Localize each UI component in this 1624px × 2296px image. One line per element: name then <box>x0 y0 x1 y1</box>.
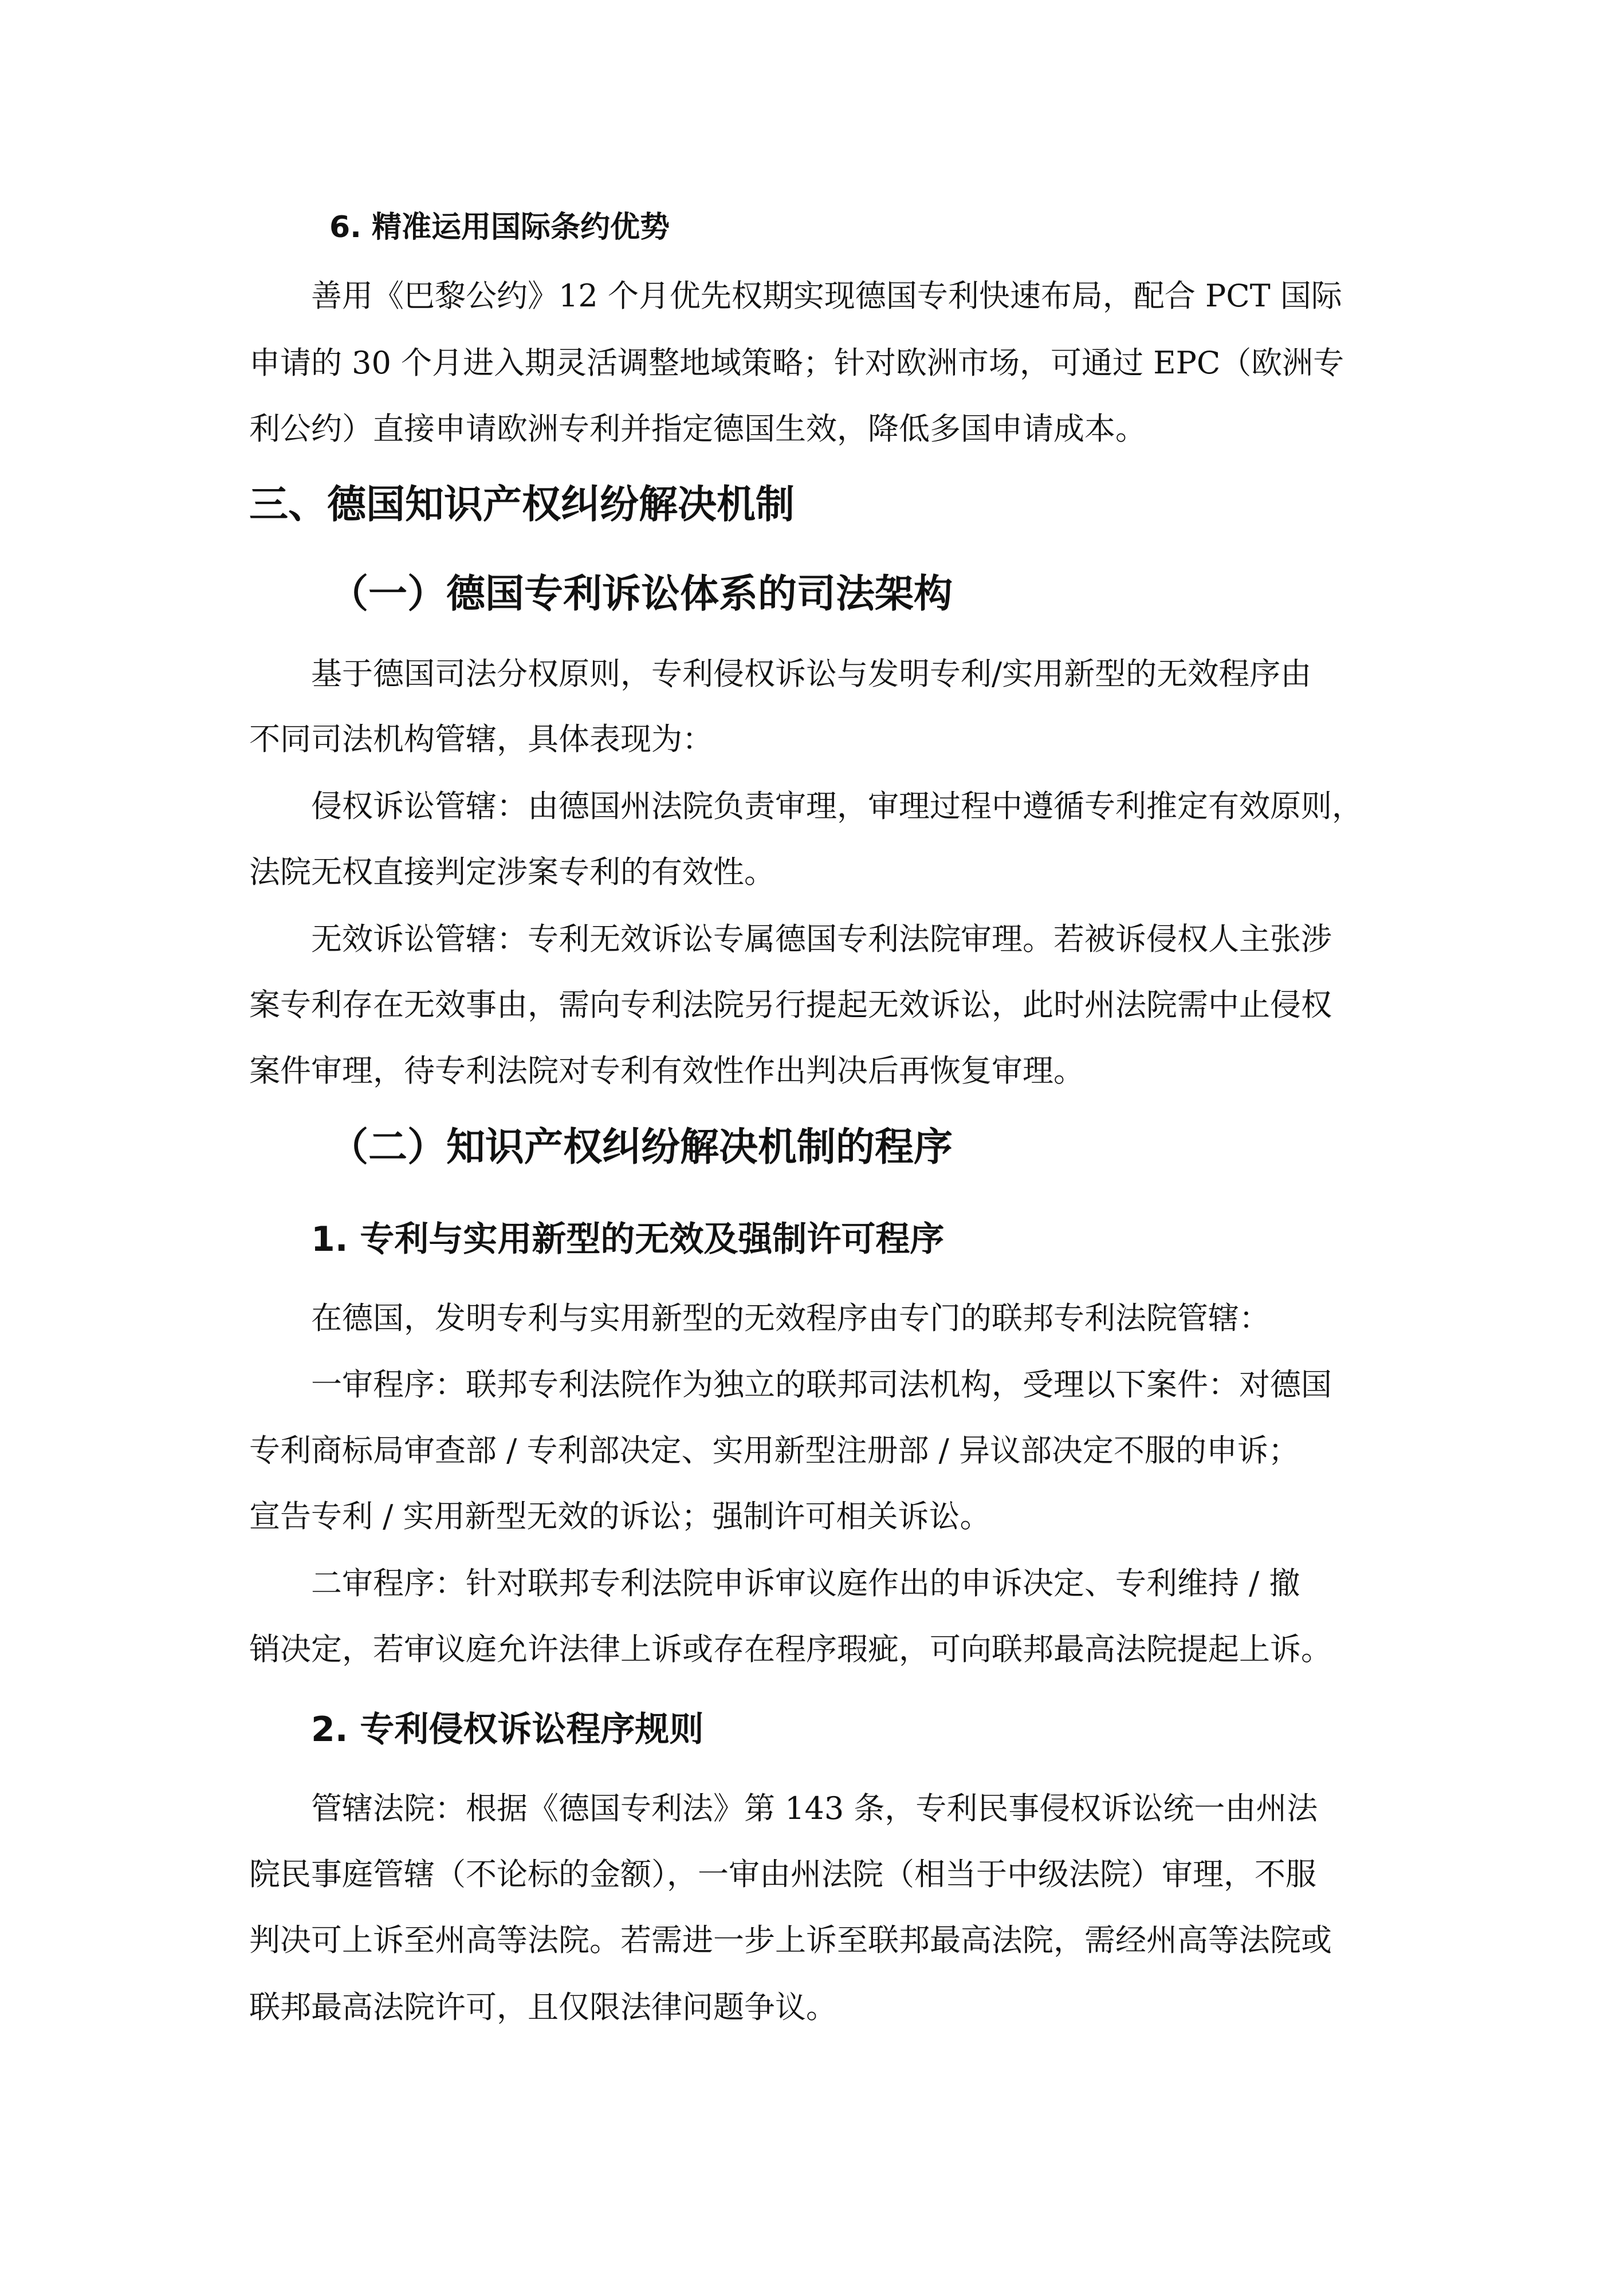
subsection-1-heading: （一）德国专利诉讼体系的司法架构 <box>329 572 953 617</box>
subsection-1-paragraph-line: 侵权诉讼管辖：由德国州法院负责审理，审理过程中遵循专利推定有效原则， <box>311 788 1363 824</box>
section-6-heading: 6. 精准运用国际条约优势 <box>329 210 670 245</box>
section-6-paragraph-line: 善用《巴黎公约》12 个月优先权期实现德国专利快速布局，配合 PCT 国际 <box>311 278 1342 314</box>
item-2-heading: 2. 专利侵权诉讼程序规则 <box>311 1710 704 1750</box>
subsection-2-heading: （二）知识产权纠纷解决机制的程序 <box>329 1125 953 1170</box>
item-1-paragraph-line: 专利商标局审查部 / 专利部决定、实用新型注册部 / 异议部决定不服的申诉； <box>249 1432 1300 1468</box>
subsection-1-paragraph-line: 不同司法机构管辖，具体表现为： <box>249 721 713 757</box>
item-2-paragraph-line: 管辖法院：根据《德国专利法》第 143 条，专利民事侵权诉讼统一由州法 <box>311 1790 1318 1826</box>
item-1-paragraph-line: 宣告专利 / 实用新型无效的诉讼；强制许可相关诉讼。 <box>249 1498 991 1534</box>
subsection-1-paragraph-line: 案专利存在无效事由，需向专利法院另行提起无效诉讼，此时州法院需中止侵权 <box>249 987 1332 1023</box>
item-2-paragraph-line: 联邦最高法院许可，且仅限法律问题争议。 <box>249 1989 837 2025</box>
item-1-paragraph-line: 一审程序：联邦专利法院作为独立的联邦司法机构，受理以下案件：对德国 <box>311 1366 1332 1403</box>
item-2-paragraph-line: 院民事庭管辖（不论标的金额），一审由州法院（相当于中级法院）审理，不服 <box>249 1856 1316 1892</box>
item-1-paragraph-line: 在德国，发明专利与实用新型的无效程序由专门的联邦专利法院管辖： <box>311 1300 1270 1336</box>
subsection-1-paragraph-line: 法院无权直接判定涉案专利的有效性。 <box>249 854 775 890</box>
section-6-paragraph-line: 利公约）直接申请欧洲专利并指定德国生效，降低多国申请成本。 <box>249 411 1146 447</box>
item-2-paragraph-line: 判决可上诉至州高等法院。若需进一步上诉至联邦最高法院，需经州高等法院或 <box>249 1922 1332 1958</box>
chapter-3-heading: 三、德国知识产权纠纷解决机制 <box>249 482 795 527</box>
subsection-1-paragraph-line: 案件审理，待专利法院对专利有效性作出判决后再恢复审理。 <box>249 1053 1084 1089</box>
item-1-paragraph-line: 二审程序：针对联邦专利法院申诉审议庭作出的申诉决定、专利维持 / 撤 <box>311 1565 1300 1601</box>
item-1-paragraph-line: 销决定，若审议庭允许法律上诉或存在程序瑕疵，可向联邦最高法院提起上诉。 <box>249 1631 1332 1667</box>
subsection-1-paragraph-line: 无效诉讼管辖：专利无效诉讼专属德国专利法院审理。若被诉侵权人主张涉 <box>311 921 1332 957</box>
subsection-1-paragraph-line: 基于德国司法分权原则，专利侵权诉讼与发明专利/实用新型的无效程序由 <box>311 656 1312 692</box>
item-1-heading: 1. 专利与实用新型的无效及强制许可程序 <box>311 1219 945 1259</box>
section-6-paragraph-line: 申请的 30 个月进入期灵活调整地域策略；针对欧洲市场，可通过 EPC（欧洲专 <box>249 345 1344 381</box>
